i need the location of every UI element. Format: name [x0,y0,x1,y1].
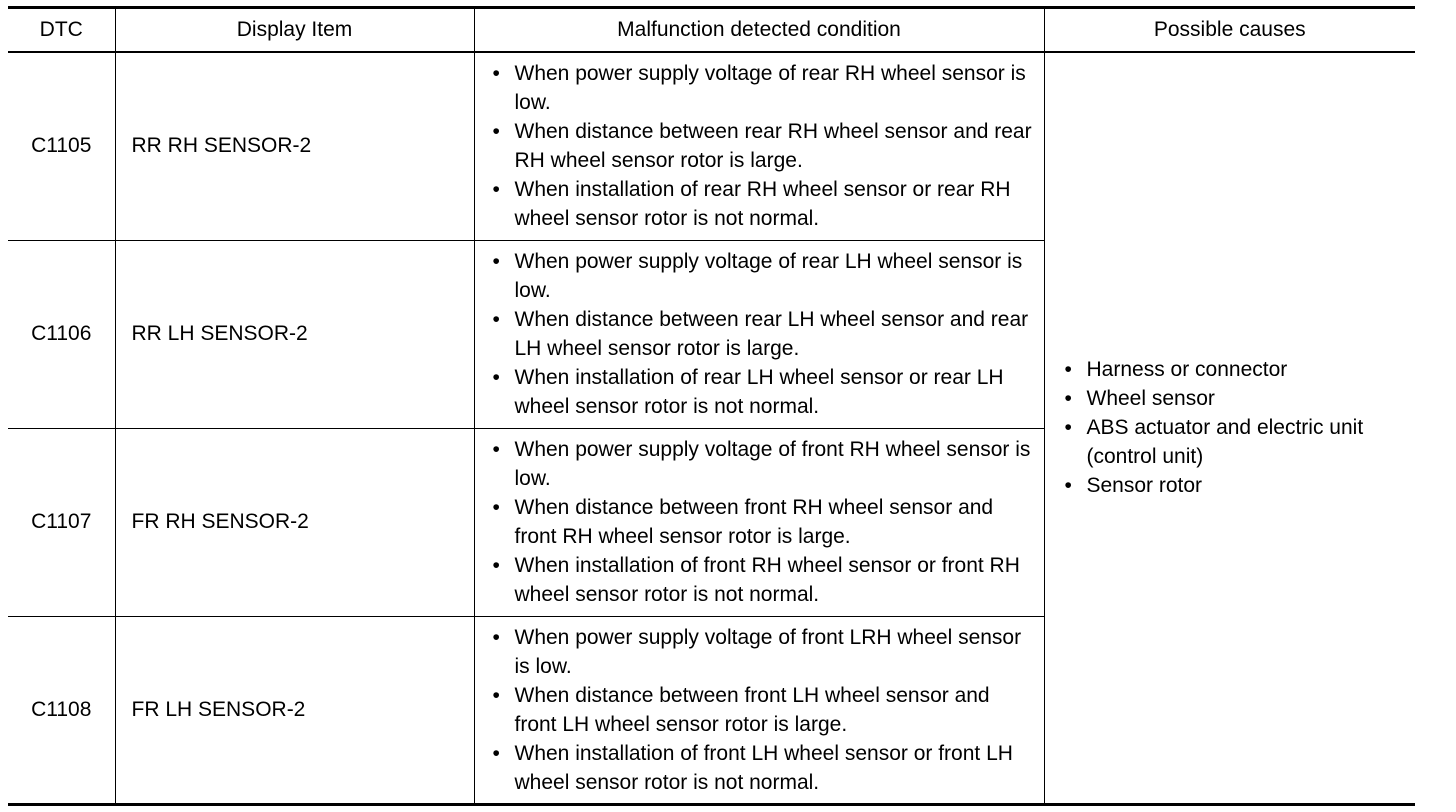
condition-item: • When power supply voltage of front LRH wheel sensor is low. [491,623,1036,681]
dtc-code: C1105 [8,52,115,240]
cause-item: • ABS actuator and electric unit (control unit) [1063,413,1408,471]
malfunction-condition [474,52,1044,240]
table-header-row [8,8,1415,53]
dtc-code: C1107 [8,428,115,616]
condition-item: • When distance between rear LH wheel sensor and rear LH wheel sensor rotor is large. [491,305,1036,363]
malfunction-condition [474,240,1044,428]
condition-list [491,247,1036,421]
cause-item: • Wheel sensor [1063,384,1408,413]
condition-item: • When distance between front LH wheel sensor and front LH wheel sensor rotor is large. [491,681,1036,739]
display-item: FR RH SENSOR-2 [115,428,474,616]
condition-item: • When power supply voltage of front RH wheel sensor is low. [491,435,1036,493]
malfunction-condition [474,428,1044,616]
condition-item: • When power supply voltage of rear RH wheel sensor is low. [491,59,1036,117]
condition-list [491,59,1036,233]
header-display-item: Display Item [115,8,474,53]
condition-item: • When installation of rear LH wheel sensor or rear LH wheel sensor rotor is not normal. [491,363,1036,421]
display-item: FR LH SENSOR-2 [115,616,474,804]
possible-causes [1044,52,1415,804]
dtc-code: C1108 [8,616,115,804]
header-possible-causes: Possible causes [1044,8,1415,53]
condition-item: • When distance between rear RH wheel sensor and rear RH wheel sensor rotor is large. [491,117,1036,175]
condition-item: • When installation of rear RH wheel sensor or rear RH wheel sensor rotor is not normal. [491,175,1036,233]
condition-item: • When installation of front LH wheel sensor or front LH wheel sensor rotor is not normal. [491,739,1036,797]
dtc-table [8,6,1415,806]
condition-list [491,435,1036,609]
causes-list [1063,355,1408,500]
header-malfunction-condition: Malfunction detected condition [474,8,1044,53]
table-row [8,52,1415,240]
dtc-code: C1106 [8,240,115,428]
condition-item: • When power supply voltage of rear LH wheel sensor is low. [491,247,1036,305]
condition-item: • When installation of front RH wheel sensor or front RH wheel sensor rotor is not normal. [491,551,1036,609]
malfunction-condition [474,616,1044,804]
condition-item: • When distance between front RH wheel sensor and front RH wheel sensor rotor is large. [491,493,1036,551]
cause-item: • Sensor rotor [1063,471,1408,500]
display-item: RR LH SENSOR-2 [115,240,474,428]
header-dtc: DTC [8,8,115,53]
display-item: RR RH SENSOR-2 [115,52,474,240]
cause-item: • Harness or connector [1063,355,1408,384]
condition-list [491,623,1036,797]
